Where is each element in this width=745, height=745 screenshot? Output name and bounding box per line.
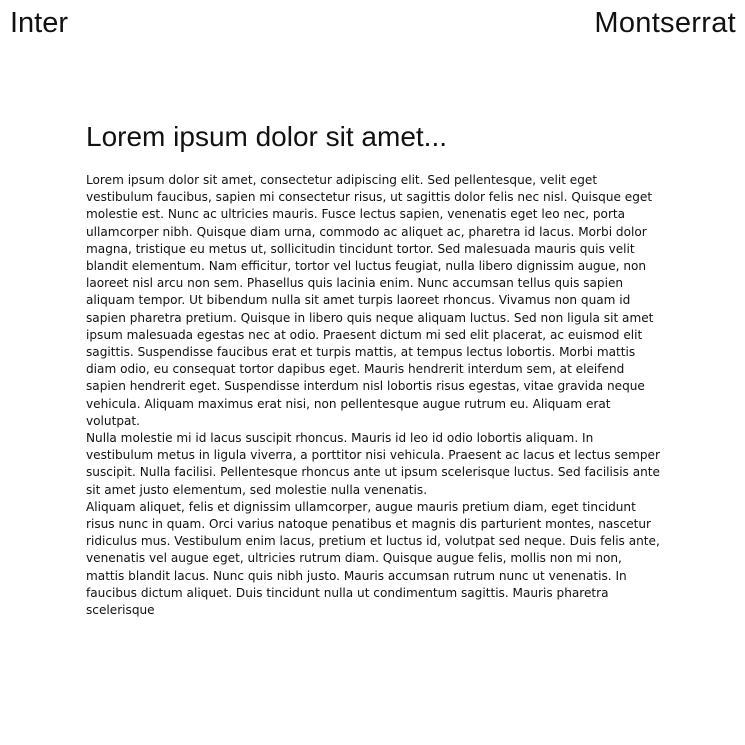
font-label-inter: Inter [10,7,69,39]
body-paragraph-2: Nulla molestie mi id lacus suscipit rhoncus. Mauris id leo id odio lobortis aliquam. In vestibulum metus in ligula viverra, a porttitor nisi vehicula. Praesent ac lacus et lectus semper suscipit. Nulla facilisi. Pellentesque rhoncus ante ut ipsum scelerisque luctus. Sed facilisis ante sit amet justo elementum, sed molestie nulla venenatis. [86,431,660,497]
sample-body [86,172,662,619]
font-label-montserrat: Montserrat [594,7,736,39]
sample-heading: Lorem ipsum dolor sit amet... [86,121,448,152]
text-sample [86,118,662,619]
body-paragraph-1: Lorem ipsum dolor sit amet, consectetur adipiscing elit. Sed pellentesque, velit eget vestibulum faucibus, sapien mi consectetur risus, ut sagittis dolor felis nec nisl. Quisque eget molestie est. Nunc ac ultricies mauris. Fusce lectus sapien, venenatis eget leo nec, porta ullamcorper nibh. Quisque diam urna, commodo ac aliquet ac, pharetra id lacus. Morbi dolor magna, tristique eu metus ut, sollicitudin tincidunt tortor. Sed malesuada mauris quis velit blandit elementum. Nam efficitur, tortor vel luctus feugiat, nulla libero dignissim augue, non laoreet nisl arcu non sem. Phasellus quis lacinia enim. Nunc accumsan tellus quis sapien aliquam tempor. Ut bibendum nulla sit amet turpis laoreet rhoncus. Vivamus non quam id sapien pharetra pretium. Quisque in libero quis neque aliquam luctus. Sed non ligula sit amet ipsum malesuada egestas nec at odio. Praesent dictum mi sed elit placerat, ac euismod elit sagittis. Suspendisse faucibus erat et turpis mattis, at tempus lectus lobortis. Morbi mattis diam odio, eu consequat tortor dapibus eget. Mauris hendrerit interdum sem, at eleifend sapien hendrerit eget. Suspendisse interdum nisl lobortis risus egestas, vitae gravida neque vehicula. Aliquam maximus erat nisi, non pellentesque augue rutrum eu. Aliquam erat volutpat. [86,173,654,428]
body-paragraph-3: Aliquam aliquet, felis et dignissim ullamcorper, augue mauris pretium diam, eget tincidunt risus nunc in quam. Orci varius natoque penatibus et magnis dis parturient montes, nascetur ridiculus mus. Vestibulum enim lacus, pretium et luctus id, volutpat sed neque. Duis felis ante, venenatis vel augue eget, ultricies rutrum diam. Quisque augue felis, mollis non mi non, mattis blandit lacus. Nunc quis nibh justo. Mauris accumsan rutrum nunc ut venenatis. In faucibus dictum aliquet. Duis tincidunt nulla ut condimentum sagittis. Mauris pharetra scelerisque [86,499,660,618]
